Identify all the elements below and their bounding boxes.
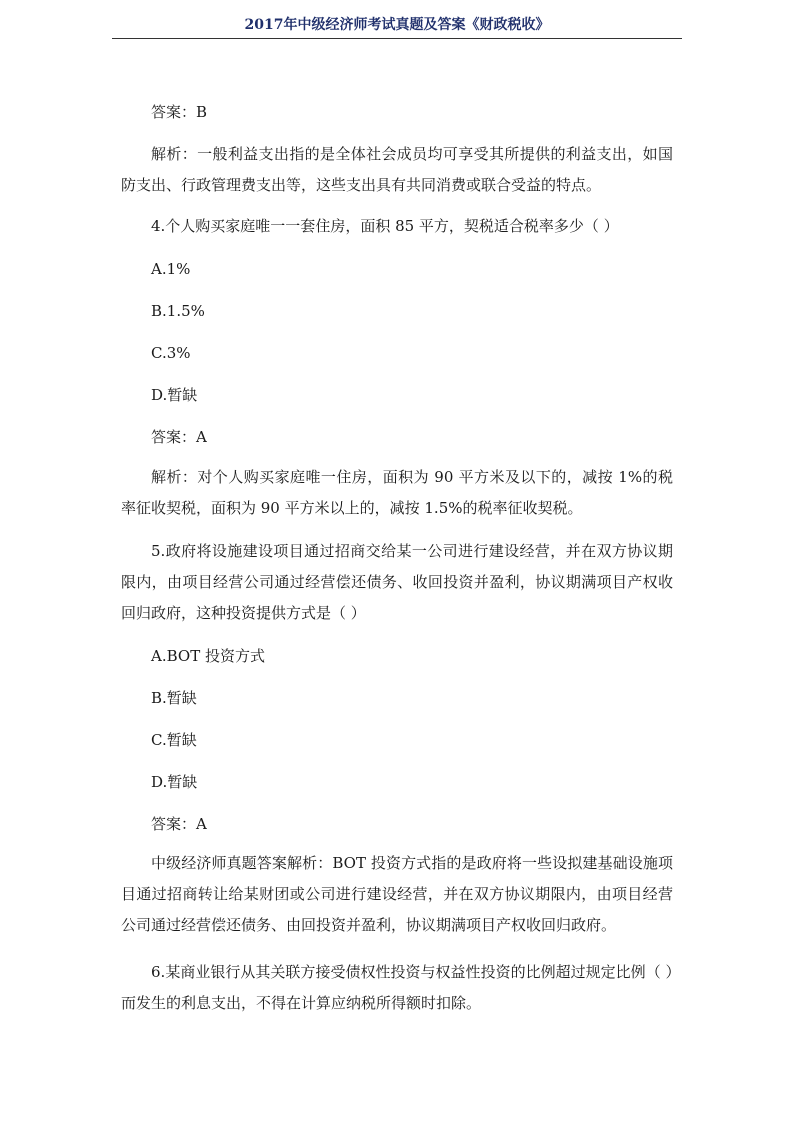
option-c: C.暂缺	[151, 731, 197, 749]
option-c: C.3%	[151, 344, 191, 362]
answer-line: 答案：A	[151, 428, 207, 446]
answer-line: 答案：B	[151, 103, 208, 121]
question-4: 4.个人购买家庭唯一一套住房，面积 85 平方，契税适合税率多少（ ）	[151, 217, 619, 235]
explanation-paragraph: 解析：对个人购买家庭唯一住房，面积为 90 平方米及以下的，减按 1%的税率征收契税，面积为 90 平方米以上的，减按 1.5%的税率征收契税。	[121, 468, 673, 517]
question-5: 5.政府将设施建设项目通过招商交给某一公司进行建设经营，并在双方协议期限内，由项目经营公司通过经营偿还债务、收回投资并盈利，协议期满项目产权收回归政府，这种投资提供方式是（ ）	[121, 542, 673, 622]
option-a: A.BOT 投资方式	[151, 647, 265, 665]
answer-line: 答案：A	[151, 815, 207, 833]
question-6: 6.某商业银行从其关联方接受债权性投资与权益性投资的比例超过规定比例（ ）而发生的利息支出，不得在计算应纳税所得额时扣除。	[121, 963, 673, 1012]
explanation-paragraph: 解析：一般利益支出指的是全体社会成员均可享受其所提供的利益支出，如国防支出、行政管理费支出等，这些支出具有共同消费或联合受益的特点。	[121, 145, 673, 194]
option-b: B.1.5%	[151, 302, 205, 320]
page-header	[112, 14, 682, 39]
option-d: D.暂缺	[151, 386, 198, 404]
option-b: B.暂缺	[151, 689, 197, 707]
document-title: 2017年中级经济师考试真题及答案《财政税收》	[244, 17, 550, 33]
explanation-paragraph: 中级经济师真题答案解析：BOT 投资方式指的是政府将一些设拟建基础设施项目通过招商转让给某财团或公司进行建设经营，并在双方协议期限内，由项目经营公司通过经营偿还债务、由回投资并盈利，协议期满项目产权收回归政府。	[121, 854, 673, 934]
option-d: D.暂缺	[151, 773, 198, 791]
option-a: A.1%	[151, 260, 191, 278]
